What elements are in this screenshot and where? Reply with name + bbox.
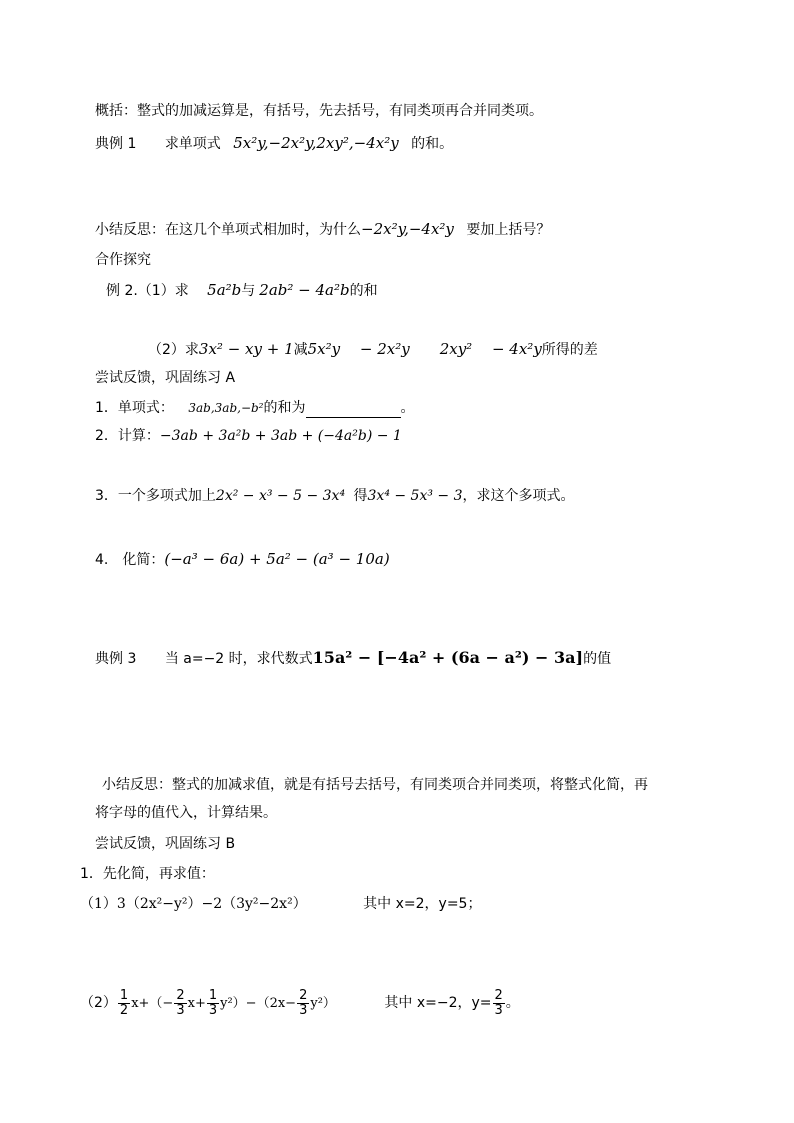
reflection-2-line-1: 小结反思：整式的加减求值，就是有括号去括号，有同类项合并同类项，将整式化简，再 (102, 777, 648, 793)
question-2-prefix: 2．计算： (95, 428, 160, 444)
example-3-suffix: 的值 (583, 651, 612, 667)
practice-b-1-2-condition: 其中 x=−2，y= (384, 995, 492, 1011)
question-3-math-a: 2x² − x³ − 5 − 3x⁴ (215, 488, 346, 504)
example-2-2-prefix: （2）求 (148, 342, 199, 358)
fraction-one-third: $\frac{1}{3}$ (208, 987, 218, 1018)
fraction-two-thirds-2: $\frac{2}{3}$ (299, 987, 308, 1018)
fraction-one-half: $\frac{1}{2}$ (119, 987, 129, 1018)
example-3-prefix: 当 a=−2 时，求代数式 (164, 651, 313, 667)
example-1-prefix: 求单项式 (164, 136, 221, 152)
reflection-1-math: −2x²y,−4x²y (361, 220, 454, 238)
question-3 (95, 486, 575, 506)
question-4 (95, 549, 390, 570)
example-2-1-mid: 与 (241, 283, 256, 299)
example-2-2-mid: 减 (293, 342, 308, 358)
expr-part-3: y²）−（2x− (220, 996, 297, 1011)
practice-b-1-1 (80, 894, 481, 914)
question-1-suffix: 的和为 (263, 400, 306, 416)
expr-part-2: x+ (187, 996, 206, 1011)
question-3-math-b: 3x⁴ − 5x³ − 3 (367, 488, 463, 504)
reflection-2-line-2: 将字母的值代入，计算结果。 (95, 805, 277, 821)
example-2-2-math-b: 5x²y − 2x²y 2xy² − 4x²y (307, 340, 542, 358)
practice-b-heading: 尝试反馈，巩固练习 B (95, 836, 236, 852)
example-2-2-math-a: 3x² − xy + 1 (198, 340, 294, 358)
reflection-1 (95, 219, 550, 240)
question-4-prefix: 4. 化简： (95, 552, 165, 568)
question-1-prefix: 1．单项式： (95, 400, 174, 416)
example-1-math: 5x²y,−2x²y,2xy²,−4x²y (233, 134, 399, 152)
practice-b-1-2-end: 。 (505, 995, 520, 1011)
expr-part-4: y²） (310, 996, 336, 1011)
example-2-1-suffix: 的和 (349, 283, 378, 299)
question-2-math: −3ab + 3a²b + 3ab + (−4a²b) − 1 (159, 428, 402, 444)
example-2-1-math-a: 5a²b (207, 281, 242, 299)
practice-b-1-1-condition: 其中 x=2，y=5； (363, 896, 482, 912)
example-2-2-suffix: 所得的差 (541, 342, 598, 358)
practice-b-1-1-expr: （1）3（2x²−y²）−2（3y²−2x²） (80, 896, 307, 912)
reflection-1-prefix: 小结反思：在这几个单项式相加时，为什么 (95, 222, 361, 238)
question-2 (95, 426, 402, 446)
fraction-condition: $\frac{2}{3}$ (494, 987, 503, 1018)
fraction-two-thirds-1: $\frac{2}{3}$ (176, 987, 185, 1018)
practice-b-1-2 (80, 988, 520, 1019)
reflection-1-suffix: 要加上括号？ (466, 222, 551, 238)
summary-line: 概括：整式的加减运算是，有括号，先去括号，有同类项再合并同类项。 (95, 103, 543, 119)
example-3-label: 典例 3 (95, 651, 137, 667)
question-1-end: 。 (400, 400, 415, 416)
example-1-label: 典例 1 (95, 136, 137, 152)
example-3-math: 15a² − [−4a² + (6a − a²) − 3a] (312, 648, 584, 667)
answer-blank (306, 403, 401, 418)
question-3-suffix: ，求这个多项式。 (462, 488, 575, 504)
question-1-math: 3ab,3ab,−b² (188, 401, 264, 415)
example-2-part-2 (148, 339, 598, 360)
question-1 (95, 398, 415, 418)
example-2-part-1 (106, 280, 378, 301)
question-3-mid: 得 (353, 488, 368, 504)
practice-a-heading: 尝试反馈，巩固练习 A (95, 370, 236, 386)
example-2-1-prefix: 例 2.（1）求 (106, 283, 189, 299)
question-3-prefix: 3．一个多项式加上 (95, 488, 216, 504)
example-1-suffix: 的和。 (411, 136, 454, 152)
example-2-1-math-b: 2ab² − 4a²b (259, 281, 350, 299)
example-3 (95, 648, 611, 669)
practice-b-question-1: 1．先化简，再求值： (80, 866, 215, 882)
expr-part-1: x+（− (131, 996, 174, 1011)
question-4-math: (−a³ − 6a) + 5a² − (a³ − 10a) (164, 550, 390, 568)
practice-b-1-2-label: （2） (80, 995, 117, 1011)
example-1 (95, 133, 453, 154)
cooperative-heading: 合作探究 (95, 252, 151, 268)
